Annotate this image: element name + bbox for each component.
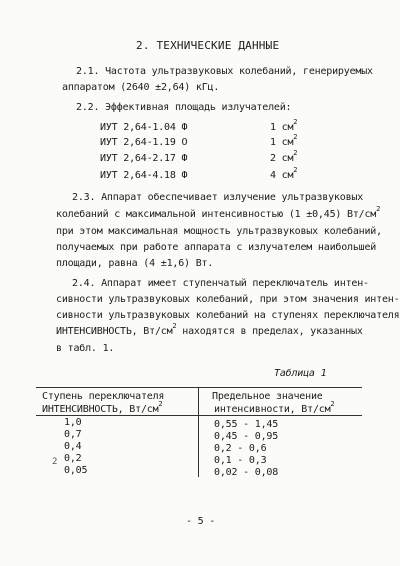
- table-head-left-2: ИНТЕНСИВНОСТЬ, $Вт/см^2$: [42, 400, 163, 415]
- para-2-4-line-2: сивности ультразвуковых колебаний, при этом значения интен-: [56, 294, 400, 305]
- table-head-right-2: интенсивности, $Вт/см^2$: [214, 400, 335, 415]
- para-2-2-line-1: 2.2. Эффективная площадь излучателей:: [76, 102, 292, 113]
- para-2-3-line-3: при этом максимальная мощность ультразвуковых колебаний,: [56, 226, 382, 237]
- table-head-right-1: Предельное значение: [212, 391, 323, 402]
- emitter-model: ИУТ 2,64-1.04 Ф: [100, 122, 188, 133]
- table-cell-range: 0,55 - 1,45: [214, 419, 279, 430]
- table-cell-range: 0,45 - 0,95: [214, 431, 279, 442]
- table-cell-range: 0,1 - 0,3: [214, 455, 267, 466]
- table-head-left-1: Ступень переключателя: [42, 391, 165, 402]
- table-cell-range: 0,02 - 0,08: [214, 467, 279, 478]
- para-2-3-line-5: площади, равна (4 ±1,6) Вт.: [56, 258, 214, 269]
- page-number: - 5 -: [186, 516, 216, 527]
- section-title: 2. ТЕХНИЧЕСКИЕ ДАННЫЕ: [136, 39, 280, 52]
- para-2-3-line-1: 2.3. Аппарат обеспечивает излучение ультразвуковых: [72, 192, 364, 203]
- margin-mark: 2: [52, 457, 58, 467]
- emitter-area: 1 $см^2$: [270, 133, 298, 148]
- para-2-3-line-4: получаемых при работе аппарата с излучателем наибольшей: [56, 242, 377, 253]
- emitter-area: 4 $см^2$: [270, 166, 298, 181]
- para-2-3-line-2: колебаний с максимальной интенсивностью (1 ±0,45) $Вт/см^2$: [56, 205, 381, 220]
- table-cell-step: 1,0: [64, 417, 82, 428]
- table-top-rule: [36, 387, 362, 388]
- para-2-4-line-4: ИНТЕНСИВНОСТЬ, $Вт/см^2$ находятся в пределах, указанных: [56, 322, 363, 337]
- para-2-4-line-5: в табл. 1.: [56, 343, 115, 354]
- table-cell-step: 0,4: [64, 441, 82, 452]
- table-cell-step: 0,2: [64, 453, 82, 464]
- para-2-4-line-1: 2.4. Аппарат имеет ступенчатый переключатель интен-: [72, 278, 369, 289]
- table-cell-step: 0,7: [64, 429, 82, 440]
- emitter-model: ИУТ 2,64-4.18 Ф: [100, 170, 188, 181]
- table-caption: Таблица 1: [274, 368, 327, 379]
- emitter-model: ИУТ 2,64-2.17 Ф: [100, 153, 188, 164]
- emitter-area: 1 $см^2$: [270, 118, 298, 133]
- emitter-model: ИУТ 2,64-1.19 О: [100, 137, 188, 148]
- emitter-area: 2 $см^2$: [270, 149, 298, 164]
- para-2-1-line-2: аппаратом (2640 ±2,64) кГц.: [62, 82, 220, 93]
- table-cell-step: 0,05: [64, 465, 88, 476]
- para-2-1-line-1: 2.1. Частота ультразвуковых колебаний, генерируемых: [76, 66, 373, 77]
- para-2-4-line-3: сивности ультразвуковых колебаний на ступенях переключателя: [56, 310, 400, 321]
- table-cell-range: 0,2 - 0,6: [214, 443, 267, 454]
- table-column-divider: [198, 387, 199, 477]
